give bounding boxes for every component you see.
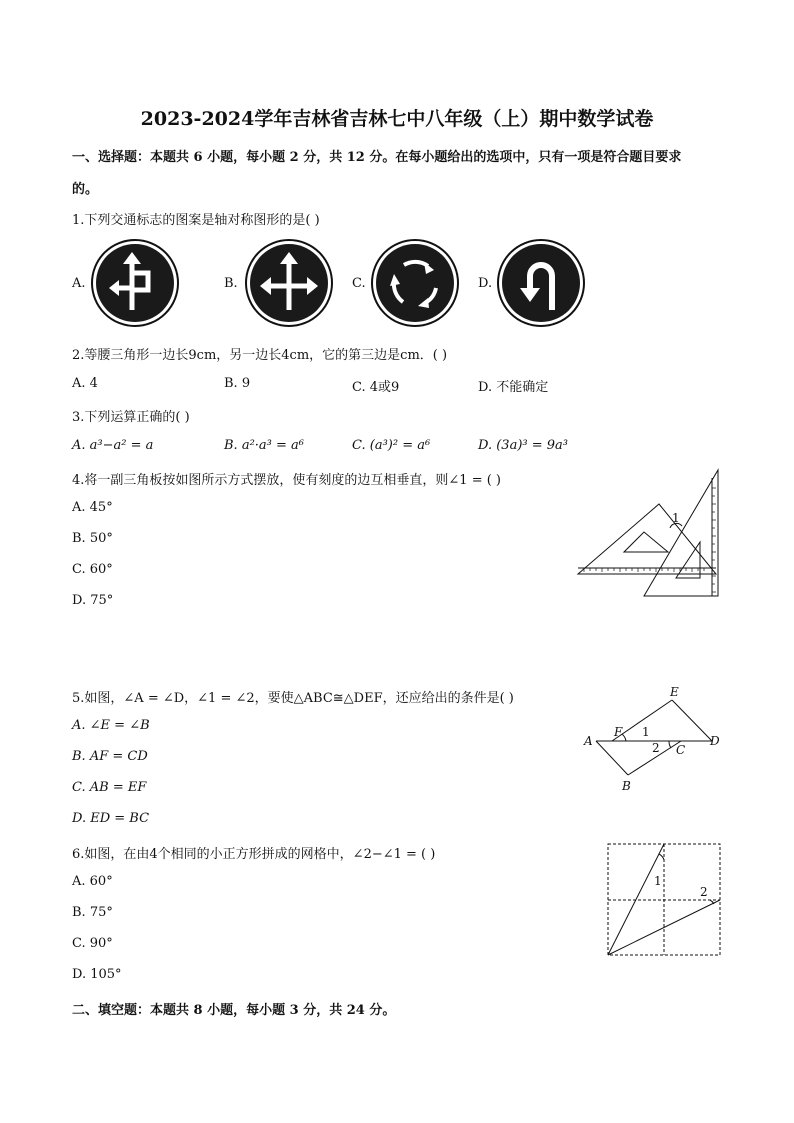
set-squares-figure	[574, 468, 724, 602]
point-b-label: B	[622, 779, 631, 793]
point-c-label: C	[676, 743, 686, 757]
question-2-stem: 2.等腰三角形一边长9cm，另一边长4cm，它的第三边是cm．( )	[72, 348, 448, 363]
q2-option-b: B. 9	[224, 376, 251, 391]
question-6-stem: 6.如图，在由4个相同的小正方形拼成的网格中，∠2−∠1 = ( )	[72, 847, 436, 862]
q6-option-a: A. 60°	[72, 874, 113, 889]
angle-2-label: 2	[700, 885, 708, 899]
q5-option-a: A. ∠E = ∠B	[72, 718, 150, 733]
q6-option-b: B. 75°	[72, 905, 113, 920]
q1-option-d-label: D.	[478, 276, 493, 291]
page-title: 2023-2024学年吉林省吉林七中八年级（上）期中数学试卷	[140, 108, 654, 130]
angle-1-label: 1	[642, 725, 650, 739]
q6-option-c: C. 90°	[72, 936, 113, 951]
q4-option-c: C. 60°	[72, 562, 113, 577]
point-d-label: D	[710, 734, 720, 748]
roundabout-sign-icon	[370, 238, 460, 328]
point-e-label: E	[670, 685, 679, 699]
q4-option-b: B. 50°	[72, 531, 113, 546]
angle-2-label: 2	[652, 741, 660, 755]
left-turn-sign-icon	[90, 238, 180, 328]
question-4-stem: 4.将一副三角板按如图所示方式摆放，使有刻度的边互相垂直，则∠1 = ( )	[72, 473, 502, 488]
q1-option-c-label: C.	[352, 276, 366, 291]
u-turn-sign-icon	[496, 238, 586, 328]
q5-option-d: D. ED = BC	[72, 811, 150, 826]
triangles-figure	[578, 684, 728, 796]
three-way-sign-icon	[244, 238, 334, 328]
q5-option-b: B. AF = CD	[72, 749, 148, 764]
q2-option-c: C. 4或9	[352, 380, 400, 395]
angle-1-label: 1	[654, 874, 662, 888]
point-f-label: F	[614, 725, 623, 739]
section-1-header: 一、选择题：本题共 6 小题，每小题 2 分，共 12 分。在每小题给出的选项中，只有一项是符合题目要求	[72, 150, 682, 165]
q1-option-a-label: A.	[72, 276, 86, 291]
q2-option-a: A. 4	[72, 376, 98, 391]
q3-option-c: C. (a³)² = a⁶	[352, 438, 431, 453]
grid-angles-figure	[604, 840, 726, 960]
section-1-header-cont: 的。	[72, 182, 99, 197]
q1-option-b-label: B.	[224, 276, 238, 291]
section-2-header: 二、填空题：本题共 8 小题，每小题 3 分，共 24 分。	[72, 1003, 396, 1018]
q4-option-a: A. 45°	[72, 500, 113, 515]
angle-1-label: 1	[672, 511, 680, 525]
question-5-stem: 5.如图，∠A = ∠D，∠1 = ∠2，要使△ABC≅△DEF，还应给出的条件是( )	[72, 691, 514, 706]
q3-option-b: B. a²·a³ = a⁶	[224, 438, 304, 453]
q5-option-c: C. AB = EF	[72, 780, 147, 795]
q4-option-d: D. 75°	[72, 593, 114, 608]
q6-option-d: D. 105°	[72, 967, 122, 982]
question-3-stem: 3.下列运算正确的( )	[72, 410, 190, 425]
point-a-label: A	[584, 734, 593, 748]
q2-option-d: D. 不能确定	[478, 380, 549, 395]
q3-option-a: A. a³−a² = a	[72, 438, 154, 453]
question-1-stem: 1.下列交通标志的图案是轴对称图形的是( )	[72, 213, 320, 228]
q3-option-d: D. (3a)³ = 9a³	[478, 438, 568, 453]
